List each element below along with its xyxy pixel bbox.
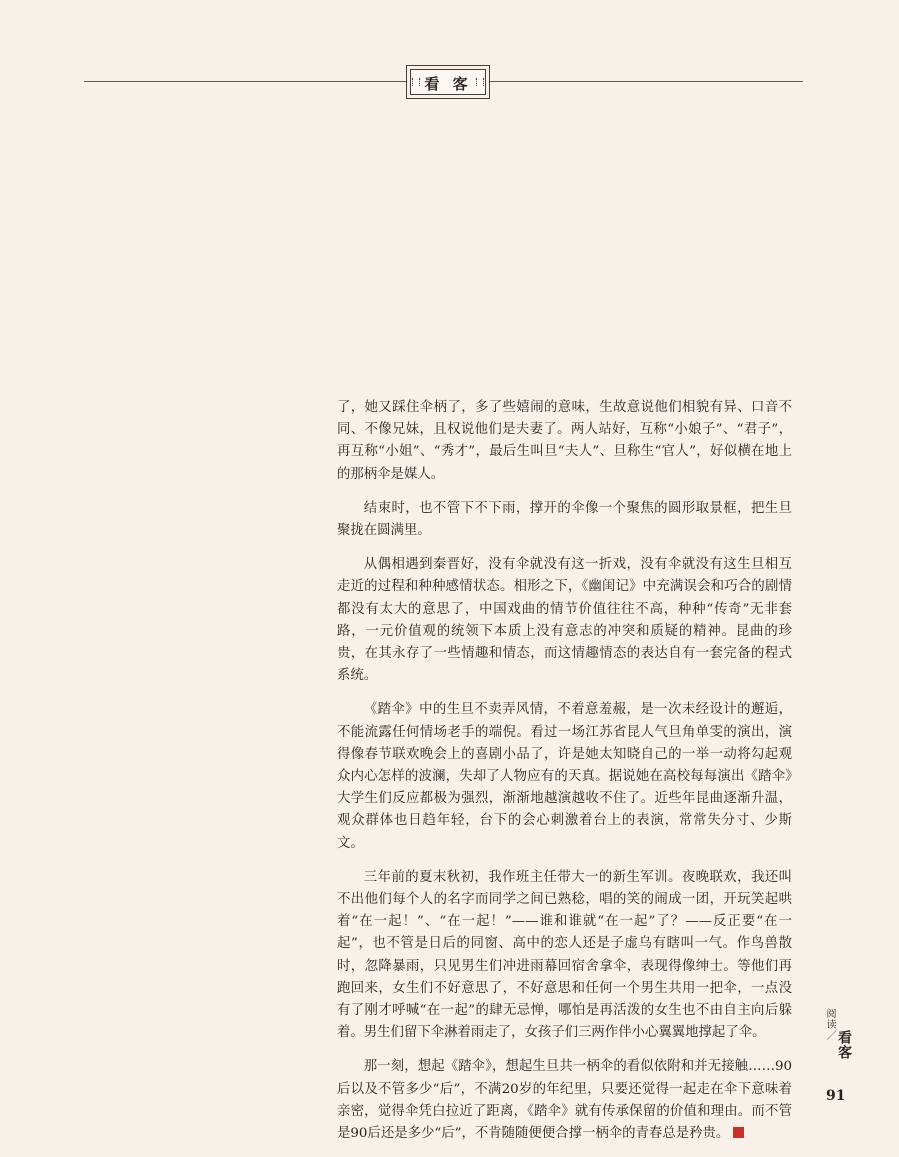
paragraph: 了，她又踩住伞柄了，多了些嬉闹的意味，生故意说他们相貌有异、口音不同、不像兄妹，且权说他们是夫妻了。两人站好，互称“小娘子”、“君子”，再互称“小姐”、“秀才”，最后生叫旦“夫人”、旦称生“官人”，好似横在地上的那柄伞是媒人。 (337, 400, 792, 482)
paragraph: 三年前的夏末秋初，我作班主任带大一的新生军训。夜晚联欢，我还叫不出他们每个人的名字而同学之间已熟稔，唱的笑的闹成一团，开玩笑起哄着“在一起！”、“在一起！”——谁和谁就“在一起”了？——反正要“在一起”，也不管是日后的同窗、高中的恋人还是子虚乌有瞎叫一气。作鸟兽散时，忽降暴雨，只见男生们冲进雨幕回宿舍拿伞，表现得像绅士。等他们再跑回来，女生们不好意思了，不好意思和任何一个男生共用一把伞，一点没有了刚才呼喊“在一起”的肆无忌惮，哪怕是再活泼的女生也不由自主向后躲着。男生们留下伞淋着雨走了，女孩子们三两作伴小心翼翼地撑起了伞。 (337, 869, 792, 1041)
section-badge (406, 65, 490, 99)
paragraph: 从偶相遇到秦晋好，没有伞就没有这一折戏，没有伞就没有这生旦相互走近的过程和种种感情状态。相形之下，《幽闺记》中充满误会和巧合的剧情都没有太大的意思了，中国戏曲的情节价值往往不高，种种“传奇”无非套路，一元价值观的统领下本质上没有意志的冲突和质疑的精神。昆曲的珍贵，在其永存了一些情趣和情态，而这情趣情态的表达自有一套完备的程式系统。 (337, 557, 792, 684)
magazine-brand-small: 阅读／ (824, 1008, 835, 1041)
paragraph-last-text: 那一刻，想起《踏伞》，想起生旦共一柄伞的看似依附和并无接触……90后以及不管多少“后”，不满20岁的年纪里，只要还觉得一起走在伞下意味着亲密，觉得伞凭白拉近了距离，《踏伞》就有传承保留的价值和理由。而不管是90后还是多少“后”，不肯随随便便合撑一柄伞的青春总是矜贵。 (337, 1059, 792, 1142)
paragraph: 结束时，也不管下不下雨，撑开的伞像一个聚焦的圆形取景框，把生旦聚拢在圆满里。 (337, 500, 792, 539)
paragraph: 《踏伞》中的生旦不卖弄风情，不着意羞赧，是一次未经设计的邂逅，不能流露任何情场老手的端倪。看过一场江苏省昆人气旦角单雯的演出，演得像春节联欢晚会上的喜剧小品了，许是她太知晓自己的一举一动将勾起观众内心怎样的波澜，失却了人物应有的天真。据说她在高校每每演出《踏伞》大学生们反应都极为强烈，渐渐地越演越收不住了。近些年昆曲逐渐升温，观众群体也日趋年轻，台下的会心刺激着台上的表演，常常失分寸、少斯文。 (337, 702, 792, 851)
article-body (337, 397, 792, 1157)
end-of-article-mark (733, 1127, 744, 1138)
page-number: 91 (826, 1088, 846, 1104)
magazine-brand-large: 看客 (836, 1030, 852, 1060)
header-rule-left (84, 81, 406, 82)
paragraph-last (337, 1056, 792, 1145)
page-folio (816, 1008, 856, 1104)
header-rule-right (490, 81, 803, 82)
section-title: 看 客 (424, 75, 472, 93)
